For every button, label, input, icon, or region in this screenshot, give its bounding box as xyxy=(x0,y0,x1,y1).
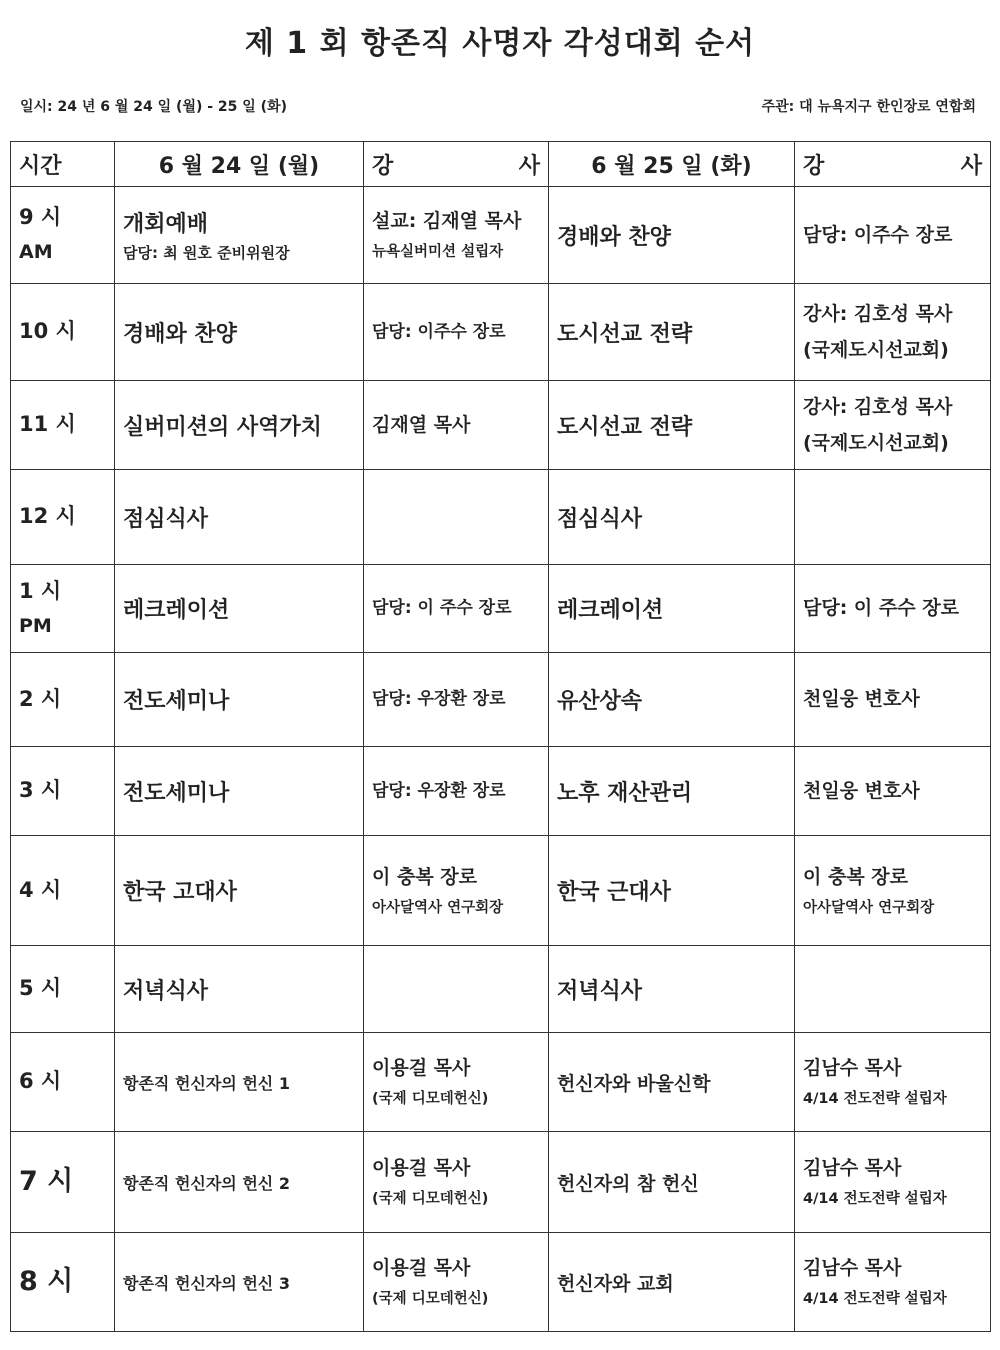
time-cell: 7 시 xyxy=(11,1132,115,1233)
day1-speaker xyxy=(364,381,549,470)
table-row xyxy=(11,470,991,565)
day2-speaker xyxy=(795,1132,991,1233)
day2-speaker xyxy=(795,1033,991,1132)
day1-speaker xyxy=(364,1033,549,1132)
organizer: 주관: 대 뉴욕지구 한인장로 연합회 xyxy=(761,99,976,115)
time-cell: 3 시 xyxy=(11,747,115,836)
time-cell xyxy=(11,565,115,653)
day1-speaker xyxy=(364,1233,549,1332)
time-label: 1 시 xyxy=(19,578,62,603)
table-row xyxy=(11,747,991,836)
day1-speaker xyxy=(364,946,549,1033)
day2-program: 도시선교 전략 xyxy=(549,381,795,470)
day1-program: 한국 고대사 xyxy=(115,836,364,946)
day1-program: 항존직 헌신자의 헌신 2 xyxy=(115,1132,364,1233)
speaker-name: 김재열 목사 xyxy=(372,413,471,436)
day1-speaker xyxy=(364,836,549,946)
schedule-table xyxy=(10,141,991,1332)
speaker-name: 김남수 목사 xyxy=(803,1157,902,1180)
table-row xyxy=(11,284,991,381)
day1-program: 실버미션의 사역가치 xyxy=(115,381,364,470)
speaker-note: (국제 디모데헌신) xyxy=(372,1091,489,1108)
day2-speaker xyxy=(795,747,991,836)
speaker-name: 이 충복 장로 xyxy=(372,865,477,888)
time-label: 9 시 xyxy=(19,205,62,230)
day2-program: 한국 근대사 xyxy=(549,836,795,946)
time-cell: 6 시 xyxy=(11,1033,115,1132)
day1-speaker xyxy=(364,1132,549,1233)
speaker-note: 4/14 전도전략 설립자 xyxy=(803,1091,947,1108)
speaker-name: 담당: 이주수 장로 xyxy=(803,223,953,246)
day2-speaker xyxy=(795,836,991,946)
time-header: 시간 xyxy=(11,142,115,187)
table-row xyxy=(11,381,991,470)
day2-speaker xyxy=(795,565,991,653)
ampm-label: AM xyxy=(19,241,53,263)
time-cell: 10 시 xyxy=(11,284,115,381)
time-cell: 8 시 xyxy=(11,1233,115,1332)
speaker-note: (국제 디모데헌신) xyxy=(372,1191,489,1208)
speaker1-header xyxy=(364,142,549,187)
day1-program: 레크레이션 xyxy=(115,565,364,653)
day2-speaker xyxy=(795,381,991,470)
table-row xyxy=(11,187,991,284)
table-row xyxy=(11,1033,991,1132)
day2-program: 헌신자와 교회 xyxy=(549,1233,795,1332)
day1-program: 점심식사 xyxy=(115,470,364,565)
day1-speaker: 담당: 이주수 장로 xyxy=(364,284,549,381)
speaker-name: 이용걸 목사 xyxy=(372,1257,471,1280)
speaker-name: 강사: 김호성 목사 xyxy=(803,395,953,418)
speaker-note: (국제 디모데헌신) xyxy=(372,1291,489,1308)
speaker1-header-b: 사 xyxy=(518,153,540,179)
speaker-note: 아사달역사 연구회장 xyxy=(372,899,504,916)
day1-speaker: 담당: 이 주수 장로 xyxy=(364,565,549,653)
table-row xyxy=(11,1233,991,1332)
speaker-name: 강사: 김호성 목사 xyxy=(803,302,953,325)
speaker-name: 천일웅 변호사 xyxy=(803,779,920,802)
time-cell xyxy=(11,187,115,284)
time-cell: 11 시 xyxy=(11,381,115,470)
day2-program: 헌신자의 참 헌신 xyxy=(549,1132,795,1233)
table-row xyxy=(11,1132,991,1233)
speaker-name: 이용걸 목사 xyxy=(372,1157,471,1180)
speaker1-header-a: 강 xyxy=(372,153,394,179)
day2-program: 점심식사 xyxy=(549,470,795,565)
program-title: 개회예배 xyxy=(123,212,209,237)
day2-speaker xyxy=(795,946,991,1033)
program-note: 담당: 최 원호 준비위원장 xyxy=(123,244,290,262)
day2-speaker xyxy=(795,470,991,565)
speaker2-header-b: 사 xyxy=(960,153,982,179)
day1-program xyxy=(115,187,364,284)
event-date: 일시: 24 년 6 월 24 일 (월) - 25 일 (화) xyxy=(20,99,287,115)
day1-program: 저녁식사 xyxy=(115,946,364,1033)
day1-program: 전도세미나 xyxy=(115,747,364,836)
day2-program: 저녁식사 xyxy=(549,946,795,1033)
day2-program: 경배와 찬양 xyxy=(549,187,795,284)
time-cell: 4 시 xyxy=(11,836,115,946)
table-row xyxy=(11,946,991,1033)
table-row xyxy=(11,653,991,747)
day2-program: 노후 재산관리 xyxy=(549,747,795,836)
day1-header: 6 월 24 일 (월) xyxy=(115,142,364,187)
speaker-note: 뉴욕실버미션 설립자 xyxy=(372,244,504,261)
speaker-note: 아사달역사 연구회장 xyxy=(803,899,935,916)
time-cell: 5 시 xyxy=(11,946,115,1033)
page-title: 제 1 회 항존직 사명자 각성대회 순서 xyxy=(244,26,756,61)
speaker-name: 설교: 김재열 목사 xyxy=(372,210,522,233)
day1-speaker: 담당: 우장환 장로 xyxy=(364,653,549,747)
speaker-note: (국제도시선교회) xyxy=(803,432,949,454)
day1-speaker: 담당: 우장환 장로 xyxy=(364,747,549,836)
table-row xyxy=(11,565,991,653)
header-row xyxy=(11,142,991,187)
day2-speaker xyxy=(795,284,991,381)
day2-header: 6 월 25 일 (화) xyxy=(549,142,795,187)
speaker2-header xyxy=(795,142,991,187)
speaker-name: 담당: 이 주수 장로 xyxy=(803,597,959,620)
day1-program: 항존직 헌신자의 헌신 3 xyxy=(115,1233,364,1332)
day2-program: 유산상속 xyxy=(549,653,795,747)
day2-speaker xyxy=(795,653,991,747)
speaker-name: 천일웅 변호사 xyxy=(803,688,920,711)
day2-program: 도시선교 전략 xyxy=(549,284,795,381)
speaker-note: (국제도시선교회) xyxy=(803,339,949,361)
table-row xyxy=(11,836,991,946)
day2-speaker xyxy=(795,187,991,284)
speaker-name: 이 충복 장로 xyxy=(803,865,908,888)
speaker2-header-a: 강 xyxy=(803,153,825,179)
day1-speaker xyxy=(364,470,549,565)
day2-program: 헌신자와 바울신학 xyxy=(549,1033,795,1132)
day1-speaker xyxy=(364,187,549,284)
speaker-name: 이용걸 목사 xyxy=(372,1057,471,1080)
day1-program: 경배와 찬양 xyxy=(115,284,364,381)
day1-program: 항존직 헌신자의 헌신 1 xyxy=(115,1033,364,1132)
speaker-note: 4/14 전도전략 설립자 xyxy=(803,1191,947,1208)
day2-speaker xyxy=(795,1233,991,1332)
ampm-label: PM xyxy=(19,614,52,637)
time-cell: 12 시 xyxy=(11,470,115,565)
speaker-name: 김남수 목사 xyxy=(803,1057,902,1080)
day2-program: 레크레이션 xyxy=(549,565,795,653)
day1-program: 전도세미나 xyxy=(115,653,364,747)
speaker-note: 4/14 전도전략 설립자 xyxy=(803,1291,947,1308)
speaker-name: 김남수 목사 xyxy=(803,1257,902,1280)
time-cell: 2 시 xyxy=(11,653,115,747)
